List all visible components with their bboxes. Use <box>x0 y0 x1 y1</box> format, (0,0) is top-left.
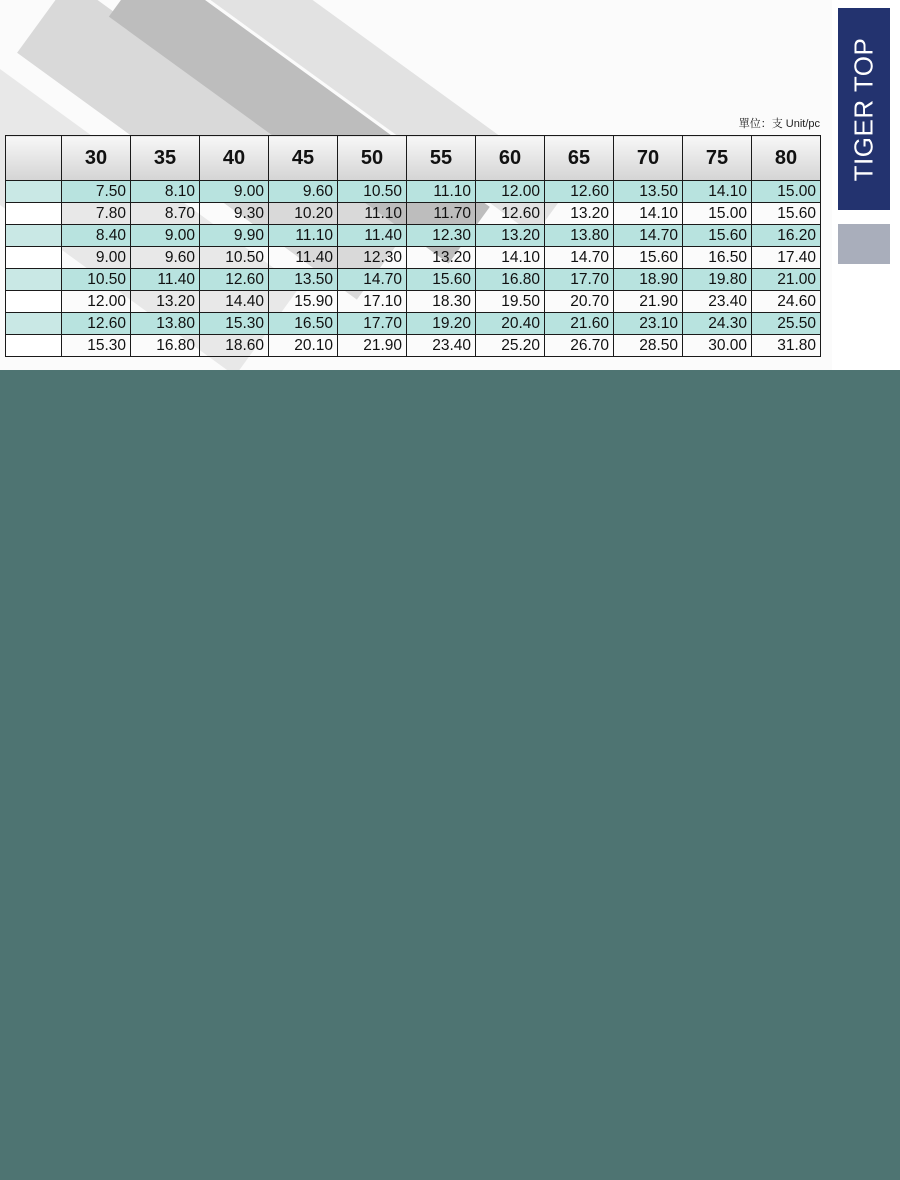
price-cell: 9.00 <box>62 247 131 269</box>
price-cell: 21.60 <box>545 313 614 335</box>
price-cell: 11.10 <box>269 225 338 247</box>
column-header: 35 <box>131 136 200 181</box>
price-cell: 21.90 <box>614 291 683 313</box>
table-row <box>6 225 821 247</box>
price-cell: 10.50 <box>62 269 131 291</box>
price-cell: 16.50 <box>683 247 752 269</box>
price-cell: 11.10 <box>338 203 407 225</box>
price-cell: 13.20 <box>476 225 545 247</box>
price-cell: 20.40 <box>476 313 545 335</box>
price-cell: 19.80 <box>683 269 752 291</box>
price-cell: 13.80 <box>545 225 614 247</box>
column-header: 75 <box>683 136 752 181</box>
price-cell: 15.30 <box>62 335 131 357</box>
price-cell: 14.10 <box>683 181 752 203</box>
price-cell: 12.30 <box>338 247 407 269</box>
price-cell: 23.40 <box>683 291 752 313</box>
column-header: 30 <box>62 136 131 181</box>
row-label-cell <box>6 203 62 225</box>
price-cell: 8.10 <box>131 181 200 203</box>
column-header: 40 <box>200 136 269 181</box>
price-cell: 9.60 <box>131 247 200 269</box>
price-cell: 9.30 <box>200 203 269 225</box>
column-header: 80 <box>752 136 821 181</box>
price-cell: 8.70 <box>131 203 200 225</box>
row-label-cell <box>6 313 62 335</box>
table-header-row <box>6 136 821 181</box>
decorative-block <box>838 224 890 264</box>
price-cell: 8.40 <box>62 225 131 247</box>
price-cell: 14.70 <box>614 225 683 247</box>
table-row <box>6 335 821 357</box>
price-cell: 25.50 <box>752 313 821 335</box>
price-cell: 13.20 <box>545 203 614 225</box>
row-label-cell <box>6 225 62 247</box>
price-cell: 17.70 <box>545 269 614 291</box>
price-cell: 10.50 <box>338 181 407 203</box>
price-cell: 11.40 <box>269 247 338 269</box>
price-cell: 15.60 <box>407 269 476 291</box>
price-cell: 24.30 <box>683 313 752 335</box>
table-row <box>6 291 821 313</box>
price-cell: 28.50 <box>614 335 683 357</box>
column-header: 50 <box>338 136 407 181</box>
column-header: 45 <box>269 136 338 181</box>
unit-label: 單位：支 Unit/pc <box>738 118 820 130</box>
price-cell: 9.60 <box>269 181 338 203</box>
price-cell: 20.70 <box>545 291 614 313</box>
price-cell: 11.40 <box>338 225 407 247</box>
price-cell: 15.30 <box>200 313 269 335</box>
price-cell: 21.00 <box>752 269 821 291</box>
price-cell: 17.10 <box>338 291 407 313</box>
price-cell: 11.40 <box>131 269 200 291</box>
price-cell: 17.70 <box>338 313 407 335</box>
brand-band <box>838 8 890 210</box>
price-cell: 14.70 <box>545 247 614 269</box>
row-label-cell <box>6 335 62 357</box>
table-row <box>6 203 821 225</box>
price-cell: 11.70 <box>407 203 476 225</box>
price-cell: 11.10 <box>407 181 476 203</box>
column-header: 55 <box>407 136 476 181</box>
table-row <box>6 269 821 291</box>
price-cell: 25.20 <box>476 335 545 357</box>
price-cell: 12.60 <box>62 313 131 335</box>
price-cell: 17.40 <box>752 247 821 269</box>
price-cell: 18.90 <box>614 269 683 291</box>
row-label-cell <box>6 247 62 269</box>
brand-title: TIGER TOP <box>848 37 879 181</box>
table-row <box>6 181 821 203</box>
price-table <box>5 135 821 357</box>
price-cell: 13.80 <box>131 313 200 335</box>
column-header: 70 <box>614 136 683 181</box>
price-cell: 16.80 <box>476 269 545 291</box>
price-cell: 9.90 <box>200 225 269 247</box>
price-cell: 16.80 <box>131 335 200 357</box>
price-cell: 26.70 <box>545 335 614 357</box>
price-cell: 12.30 <box>407 225 476 247</box>
table-header-blank <box>6 136 62 181</box>
price-cell: 16.20 <box>752 225 821 247</box>
price-cell: 14.70 <box>338 269 407 291</box>
row-label-cell <box>6 291 62 313</box>
price-cell: 20.10 <box>269 335 338 357</box>
column-header: 60 <box>476 136 545 181</box>
price-cell: 9.00 <box>131 225 200 247</box>
price-cell: 18.60 <box>200 335 269 357</box>
price-cell: 7.80 <box>62 203 131 225</box>
price-cell: 15.60 <box>614 247 683 269</box>
price-cell: 10.20 <box>269 203 338 225</box>
row-label-cell <box>6 269 62 291</box>
price-cell: 23.10 <box>614 313 683 335</box>
price-cell: 15.00 <box>752 181 821 203</box>
price-cell: 16.50 <box>269 313 338 335</box>
price-cell: 24.60 <box>752 291 821 313</box>
price-cell: 15.60 <box>683 225 752 247</box>
row-label-cell <box>6 181 62 203</box>
price-cell: 13.50 <box>614 181 683 203</box>
price-cell: 30.00 <box>683 335 752 357</box>
column-header: 65 <box>545 136 614 181</box>
price-cell: 12.60 <box>200 269 269 291</box>
price-cell: 31.80 <box>752 335 821 357</box>
price-cell: 13.50 <box>269 269 338 291</box>
price-cell: 15.00 <box>683 203 752 225</box>
price-cell: 12.00 <box>62 291 131 313</box>
price-cell: 18.30 <box>407 291 476 313</box>
price-cell: 12.00 <box>476 181 545 203</box>
price-cell: 15.90 <box>269 291 338 313</box>
price-cell: 14.40 <box>200 291 269 313</box>
price-cell: 7.50 <box>62 181 131 203</box>
price-cell: 23.40 <box>407 335 476 357</box>
price-cell: 12.60 <box>476 203 545 225</box>
price-cell: 21.90 <box>338 335 407 357</box>
table-row <box>6 247 821 269</box>
table-row <box>6 313 821 335</box>
price-cell: 14.10 <box>614 203 683 225</box>
price-cell: 15.60 <box>752 203 821 225</box>
price-cell: 13.20 <box>131 291 200 313</box>
price-cell: 14.10 <box>476 247 545 269</box>
obscuring-overlay <box>0 370 900 1180</box>
price-cell: 19.20 <box>407 313 476 335</box>
price-cell: 13.20 <box>407 247 476 269</box>
price-cell: 19.50 <box>476 291 545 313</box>
price-cell: 12.60 <box>545 181 614 203</box>
price-cell: 9.00 <box>200 181 269 203</box>
price-cell: 10.50 <box>200 247 269 269</box>
